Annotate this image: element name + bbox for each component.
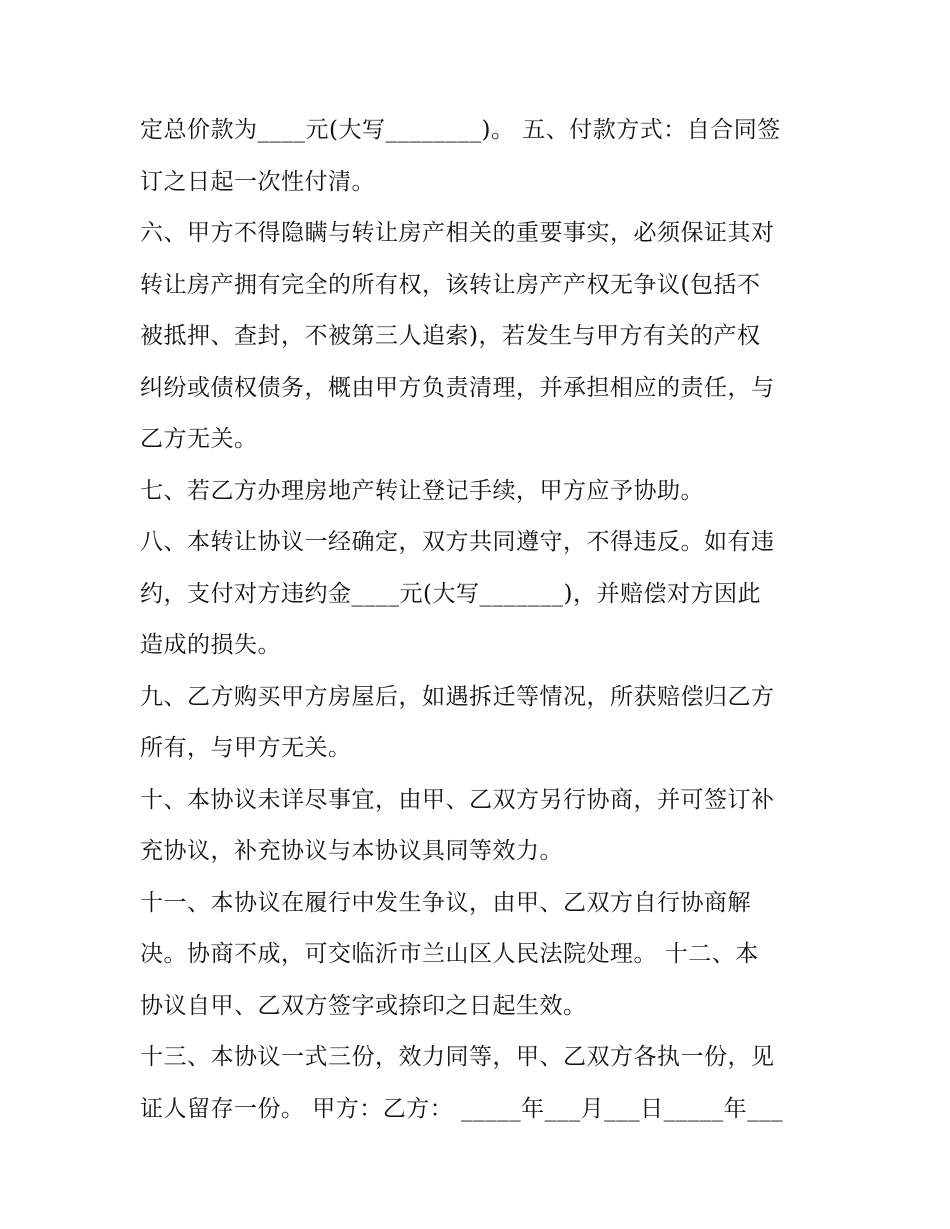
text-line-6: 纠纷或债权债务，概由甲方负责清理，并承担相应的责任，与 — [140, 374, 775, 401]
text-line-12: 九、乙方购买甲方房屋后，如遇拆迁等情况，所获赔偿归乙方 — [140, 683, 775, 710]
text-line-20: 证人留存一份。 甲方：乙方： _____年___月___日_____年___ — [140, 1095, 784, 1122]
text-line-8: 七、若乙方办理房地产转让登记手续，甲方应予协助。 — [140, 477, 704, 504]
text-line-17: 决。协商不成，可交临沂市兰山区人民法院处理。 十二、本 — [140, 941, 759, 967]
text-line-13: 所有，与甲方无关。 — [140, 735, 352, 761]
text-line-5: 被抵押、查封，不被第三人追索)，若发生与甲方有关的产权 — [140, 323, 761, 349]
text-line-9: 八、本转让协议一经确定，双方共同遵守，不得违反。如有违 — [140, 529, 775, 555]
text-line-4: 转让房产拥有完全的所有权，该转让房产产权无争议(包括不 — [140, 271, 761, 298]
text-line-11: 造成的损失。 — [140, 632, 281, 658]
text-line-2: 订之日起一次性付清。 — [140, 168, 375, 195]
text-line-18: 协议自甲、乙双方签字或捺印之日起生效。 — [140, 992, 587, 1019]
text-line-16: 十一、本协议在履行中发生争议，由甲、乙双方自行协商解 — [140, 889, 751, 916]
text-line-10: 约，支付对方违约金____元(大写_______)，并赔偿对方因此 — [140, 580, 761, 607]
text-line-7: 乙方无关。 — [140, 426, 258, 452]
document-body — [140, 105, 820, 1135]
text-line-3: 六、甲方不得隐瞒与转让房产相关的重要事实，必须保证其对 — [140, 220, 775, 246]
text-line-19: 十三、本协议一式三份，效力同等，甲、乙双方各执一份，见 — [140, 1044, 775, 1070]
text-line-1: 定总价款为____元(大写________)。 五、付款方式：自合同签 — [140, 117, 781, 143]
text-line-15: 充协议，补充协议与本协议具同等效力。 — [140, 838, 563, 864]
text-line-14: 十、本协议未详尽事宜，由甲、乙双方另行协商，并可签订补 — [140, 786, 775, 813]
